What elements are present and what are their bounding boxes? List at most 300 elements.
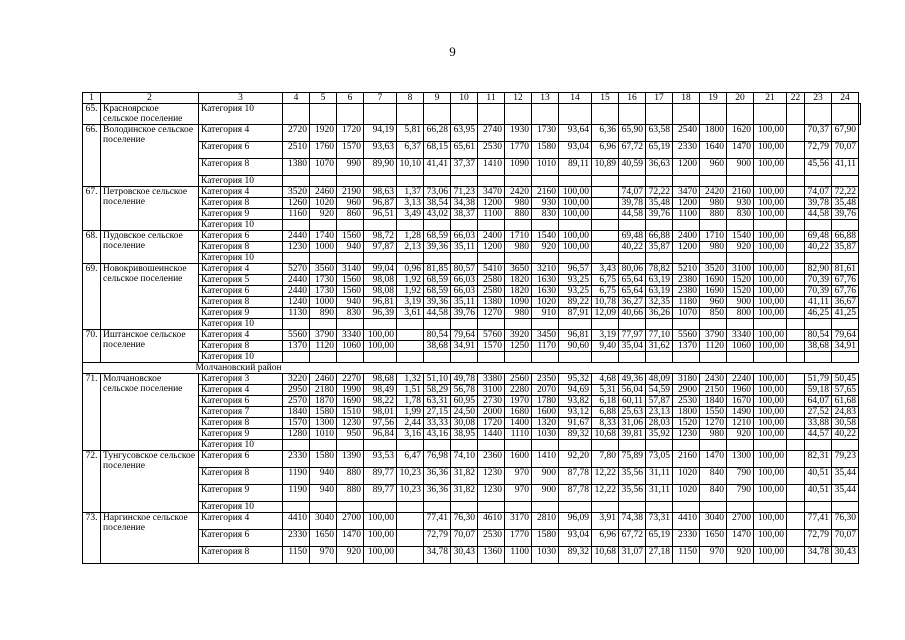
value-cell: 63,95 — [451, 125, 478, 142]
value-cell: 60,95 — [451, 396, 478, 407]
value-cell: 860 — [337, 209, 364, 220]
category-cell: Категория 10 — [199, 502, 283, 513]
value-cell: 2720 — [283, 125, 310, 142]
value-cell: 65,64 — [619, 286, 646, 297]
value-cell: 1000 — [310, 297, 337, 308]
value-cell: 12,09 — [592, 308, 619, 319]
value-cell: 39,76 — [646, 209, 673, 220]
value-cell: 1740 — [310, 231, 337, 242]
value-cell: 51,79 — [805, 374, 832, 385]
value-cell — [754, 104, 787, 125]
value-cell: 12,22 — [592, 468, 619, 485]
value-cell: 5210 — [673, 264, 700, 275]
value-cell: 1930 — [505, 125, 532, 142]
value-cell: 900 — [532, 468, 559, 485]
value-cell: 5560 — [283, 330, 310, 341]
value-cell: 3470 — [478, 187, 505, 198]
value-cell: 1100 — [478, 209, 505, 220]
value-cell: 940 — [337, 297, 364, 308]
value-cell — [787, 547, 805, 564]
value-cell — [592, 231, 619, 242]
value-cell: 36,36 — [424, 485, 451, 502]
value-cell: 10,68 — [592, 429, 619, 440]
value-cell: 100,00 — [754, 198, 787, 209]
value-cell: 980 — [700, 242, 727, 253]
value-cell — [646, 176, 673, 187]
value-cell: 2190 — [337, 187, 364, 198]
value-cell: 3,16 — [397, 429, 424, 440]
value-cell: 4,68 — [592, 374, 619, 385]
value-cell: 2580 — [478, 275, 505, 286]
value-cell — [397, 104, 424, 125]
value-cell: 2240 — [727, 374, 754, 385]
value-cell: 73,05 — [646, 451, 673, 468]
column-header: 22 — [787, 93, 805, 104]
district-spacer — [83, 363, 101, 374]
value-cell: 950 — [337, 429, 364, 440]
category-cell: Категория 8 — [199, 242, 283, 253]
value-cell: 31,06 — [619, 418, 646, 429]
value-cell: 2070 — [532, 385, 559, 396]
value-cell: 1250 — [505, 341, 532, 352]
value-cell — [787, 374, 805, 385]
value-cell: 64,07 — [805, 396, 832, 407]
value-cell: 980 — [700, 429, 727, 440]
value-cell — [619, 352, 646, 363]
value-cell — [646, 104, 673, 125]
value-cell: 37,37 — [451, 159, 478, 176]
value-cell: 10,23 — [397, 468, 424, 485]
value-cell: 69,48 — [619, 231, 646, 242]
value-cell — [478, 352, 505, 363]
value-cell: 1410 — [478, 159, 505, 176]
value-cell: 940 — [337, 242, 364, 253]
value-cell: 100,00 — [364, 513, 397, 530]
column-header: 10 — [451, 93, 478, 104]
value-cell: 1360 — [478, 547, 505, 564]
value-cell — [505, 440, 532, 451]
value-cell — [787, 330, 805, 341]
district-row — [83, 363, 861, 374]
value-cell: 3,91 — [592, 513, 619, 530]
value-cell: 1180 — [673, 297, 700, 308]
value-cell — [787, 264, 805, 275]
table-row — [83, 209, 861, 220]
value-cell — [337, 176, 364, 187]
value-cell — [787, 308, 805, 319]
category-cell: Категория 6 — [199, 142, 283, 159]
column-header: 16 — [619, 93, 646, 104]
value-cell: 96,81 — [559, 330, 592, 341]
value-cell: 980 — [505, 198, 532, 209]
value-cell — [283, 253, 310, 264]
value-cell: 3520 — [700, 264, 727, 275]
value-cell — [397, 253, 424, 264]
value-cell: 89,32 — [559, 547, 592, 564]
row-number: 68. — [83, 231, 101, 264]
column-header: 23 — [805, 93, 832, 104]
value-cell: 1060 — [337, 341, 364, 352]
value-cell: 74,07 — [805, 187, 832, 198]
value-cell: 30,58 — [832, 418, 859, 429]
table-row — [83, 319, 861, 330]
value-cell — [310, 319, 337, 330]
value-cell — [727, 502, 754, 513]
value-cell: 1270 — [478, 308, 505, 319]
value-cell: 800 — [727, 308, 754, 319]
value-cell: 74,38 — [619, 513, 646, 530]
table-row — [83, 198, 861, 209]
value-cell: 93,04 — [559, 142, 592, 159]
value-cell — [727, 220, 754, 231]
value-cell: 940 — [310, 468, 337, 485]
value-cell: 880 — [337, 485, 364, 502]
value-cell: 880 — [700, 209, 727, 220]
value-cell: 98,68 — [364, 374, 397, 385]
value-cell — [700, 319, 727, 330]
settlement-name: Тунгусовское сельское поселение — [101, 451, 199, 513]
value-cell: 31,11 — [646, 485, 673, 502]
value-cell — [727, 176, 754, 187]
value-cell: 66,28 — [424, 125, 451, 142]
value-cell: 1490 — [727, 407, 754, 418]
value-cell: 77,97 — [619, 330, 646, 341]
value-cell: 1540 — [532, 231, 559, 242]
value-cell: 2810 — [532, 513, 559, 530]
value-cell: 100,00 — [559, 187, 592, 198]
value-cell: 63,19 — [646, 275, 673, 286]
value-cell: 2,13 — [397, 242, 424, 253]
value-cell — [283, 319, 310, 330]
value-cell: 72,79 — [424, 530, 451, 547]
value-cell: 93,82 — [559, 396, 592, 407]
value-cell: 3,13 — [397, 198, 424, 209]
value-cell: 35,11 — [451, 297, 478, 308]
category-cell: Категория 5 — [199, 275, 283, 286]
value-cell — [397, 341, 424, 352]
value-cell: 40,22 — [832, 429, 859, 440]
value-cell: 1520 — [727, 286, 754, 297]
value-cell: 1720 — [478, 418, 505, 429]
value-cell — [424, 352, 451, 363]
value-cell: 1230 — [673, 429, 700, 440]
value-cell — [310, 352, 337, 363]
value-cell: 3,43 — [592, 264, 619, 275]
value-cell: 100,00 — [754, 264, 787, 275]
column-header: 17 — [646, 93, 673, 104]
value-cell: 89,77 — [364, 485, 397, 502]
value-cell: 930 — [727, 198, 754, 209]
value-cell: 3100 — [478, 385, 505, 396]
value-cell: 1770 — [505, 530, 532, 547]
value-cell: 44,58 — [424, 308, 451, 319]
value-cell: 1,51 — [397, 385, 424, 396]
value-cell: 5270 — [283, 264, 310, 275]
value-cell: 1020 — [532, 297, 559, 308]
value-cell: 89,11 — [559, 159, 592, 176]
value-cell — [478, 176, 505, 187]
value-cell: 1770 — [505, 142, 532, 159]
value-cell: 76,30 — [832, 513, 859, 530]
value-cell — [364, 220, 397, 231]
value-cell: 1650 — [310, 530, 337, 547]
value-cell: 1,92 — [397, 275, 424, 286]
value-cell: 100,00 — [754, 275, 787, 286]
value-cell: 77,10 — [646, 330, 673, 341]
value-cell: 77,41 — [805, 513, 832, 530]
value-cell: 60,11 — [619, 396, 646, 407]
category-cell: Категория 4 — [199, 125, 283, 142]
value-cell: 3040 — [310, 513, 337, 530]
value-cell: 49,78 — [451, 374, 478, 385]
value-cell — [787, 418, 805, 429]
value-cell: 46,25 — [805, 308, 832, 319]
value-cell: 100,00 — [754, 547, 787, 564]
value-cell — [397, 530, 424, 547]
value-cell — [787, 253, 805, 264]
value-cell — [451, 319, 478, 330]
value-cell: 2950 — [283, 385, 310, 396]
column-header: 4 — [283, 93, 310, 104]
value-cell: 23,13 — [646, 407, 673, 418]
value-cell: 8,33 — [592, 418, 619, 429]
column-header: 20 — [727, 93, 754, 104]
value-cell: 1800 — [673, 407, 700, 418]
value-cell: 100,00 — [754, 142, 787, 159]
value-cell: 97,56 — [364, 418, 397, 429]
value-cell: 96,84 — [364, 429, 397, 440]
value-cell: 54,59 — [646, 385, 673, 396]
value-cell — [478, 319, 505, 330]
value-cell — [859, 104, 861, 125]
value-cell: 70,07 — [451, 530, 478, 547]
value-cell — [754, 319, 787, 330]
value-cell: 1670 — [727, 396, 754, 407]
value-cell: 980 — [505, 242, 532, 253]
value-cell: 66,88 — [646, 231, 673, 242]
category-cell: Категория 10 — [199, 352, 283, 363]
value-cell: 81,85 — [424, 264, 451, 275]
value-cell — [310, 440, 337, 451]
value-cell: 89,90 — [364, 159, 397, 176]
value-cell: 1170 — [532, 341, 559, 352]
table-row — [83, 502, 861, 513]
value-cell: 70,37 — [805, 125, 832, 142]
value-cell — [805, 104, 832, 125]
value-cell: 3,49 — [397, 209, 424, 220]
value-cell: 67,76 — [832, 286, 859, 297]
value-cell — [532, 104, 559, 125]
value-cell: 63,19 — [646, 286, 673, 297]
value-cell: 25,63 — [619, 407, 646, 418]
value-cell: 100,00 — [754, 468, 787, 485]
value-cell: 40,59 — [619, 159, 646, 176]
value-cell: 2530 — [478, 142, 505, 159]
value-cell: 1570 — [478, 341, 505, 352]
value-cell: 96,09 — [559, 513, 592, 530]
value-cell: 5760 — [478, 330, 505, 341]
table-row — [83, 264, 861, 275]
category-cell: Категория 6 — [199, 231, 283, 242]
value-cell: 2440 — [283, 286, 310, 297]
value-cell: 3100 — [727, 264, 754, 275]
category-cell: Категория 10 — [199, 176, 283, 187]
value-cell: 35,56 — [619, 485, 646, 502]
value-cell — [700, 352, 727, 363]
value-cell: 30,08 — [451, 418, 478, 429]
row-number: 71. — [83, 374, 101, 451]
settlement-name: Молчановское сельское поселение — [101, 374, 199, 451]
value-cell: 2530 — [478, 530, 505, 547]
value-cell: 2420 — [505, 187, 532, 198]
value-cell — [832, 104, 859, 125]
value-cell: 58,29 — [424, 385, 451, 396]
value-cell: 31,62 — [646, 341, 673, 352]
value-cell: 840 — [700, 485, 727, 502]
value-cell — [532, 502, 559, 513]
value-cell: 93,53 — [364, 451, 397, 468]
value-cell: 35,04 — [619, 341, 646, 352]
value-cell — [397, 220, 424, 231]
value-cell: 880 — [337, 468, 364, 485]
value-cell: 1070 — [310, 159, 337, 176]
value-cell — [559, 253, 592, 264]
value-cell — [397, 502, 424, 513]
value-cell — [424, 104, 451, 125]
value-cell: 6,75 — [592, 275, 619, 286]
value-cell: 1580 — [310, 451, 337, 468]
value-cell: 2330 — [673, 530, 700, 547]
value-cell: 66,03 — [451, 286, 478, 297]
column-header: 1 — [83, 93, 101, 104]
value-cell: 1,37 — [397, 187, 424, 198]
value-cell — [364, 352, 397, 363]
value-cell: 1620 — [727, 125, 754, 142]
value-cell: 69,48 — [805, 231, 832, 242]
value-cell — [364, 440, 397, 451]
value-cell — [727, 352, 754, 363]
value-cell — [787, 530, 805, 547]
value-cell: 100,00 — [559, 242, 592, 253]
value-cell: 34,91 — [451, 341, 478, 352]
value-cell: 920 — [727, 429, 754, 440]
table-row — [83, 341, 861, 352]
value-cell: 1070 — [673, 308, 700, 319]
value-cell: 80,54 — [805, 330, 832, 341]
value-cell: 1400 — [505, 418, 532, 429]
value-cell: 1230 — [478, 485, 505, 502]
value-cell: 1560 — [337, 275, 364, 286]
value-cell: 100,00 — [364, 530, 397, 547]
value-cell: 1630 — [532, 286, 559, 297]
value-cell: 66,88 — [832, 231, 859, 242]
value-cell: 1390 — [337, 451, 364, 468]
value-cell: 40,51 — [805, 468, 832, 485]
value-cell: 1560 — [337, 286, 364, 297]
value-cell — [787, 275, 805, 286]
value-cell: 76,98 — [424, 451, 451, 468]
value-cell: 66,03 — [451, 231, 478, 242]
value-cell — [727, 253, 754, 264]
value-cell — [424, 440, 451, 451]
value-cell — [283, 104, 310, 125]
value-cell — [478, 104, 505, 125]
table-row — [83, 297, 861, 308]
category-cell: Категория 8 — [199, 418, 283, 429]
value-cell: 98,22 — [364, 396, 397, 407]
value-cell: 5410 — [478, 264, 505, 275]
value-cell: 4410 — [673, 513, 700, 530]
value-cell: 65,90 — [619, 125, 646, 142]
settlement-name: Красноярское сельское поселение — [101, 104, 199, 125]
value-cell: 100,00 — [559, 231, 592, 242]
value-cell: 43,16 — [424, 429, 451, 440]
value-cell: 3380 — [478, 374, 505, 385]
value-cell — [787, 468, 805, 485]
value-cell: 1470 — [727, 530, 754, 547]
settlement-name: Володинское сельское поселение — [101, 125, 199, 187]
value-cell: 45,56 — [805, 159, 832, 176]
value-cell — [592, 176, 619, 187]
value-cell — [310, 253, 337, 264]
table-row — [83, 220, 861, 231]
value-cell — [397, 330, 424, 341]
value-cell — [673, 440, 700, 451]
value-cell: 1150 — [283, 547, 310, 564]
value-cell — [787, 352, 805, 363]
value-cell: 1710 — [505, 231, 532, 242]
value-cell — [832, 253, 859, 264]
value-cell — [505, 319, 532, 330]
value-cell — [673, 319, 700, 330]
value-cell: 67,76 — [832, 275, 859, 286]
value-cell: 87,78 — [559, 468, 592, 485]
value-cell — [283, 440, 310, 451]
value-cell — [592, 104, 619, 125]
value-cell: 3040 — [700, 513, 727, 530]
column-header: 8 — [397, 93, 424, 104]
value-cell: 1730 — [532, 125, 559, 142]
column-header: 2 — [101, 93, 199, 104]
value-cell — [505, 104, 532, 125]
value-cell — [832, 502, 859, 513]
value-cell: 100,00 — [754, 341, 787, 352]
value-cell: 35,11 — [451, 242, 478, 253]
value-cell: 1,92 — [397, 286, 424, 297]
value-cell — [451, 502, 478, 513]
value-cell: 2700 — [337, 513, 364, 530]
column-header: 18 — [673, 93, 700, 104]
value-cell: 77,41 — [424, 513, 451, 530]
value-cell: 2380 — [673, 286, 700, 297]
category-cell: Категория 9 — [199, 485, 283, 502]
value-cell: 1680 — [505, 407, 532, 418]
value-cell — [559, 352, 592, 363]
value-cell — [532, 176, 559, 187]
value-cell — [310, 104, 337, 125]
table-row — [83, 513, 861, 530]
table-row — [83, 286, 861, 297]
value-cell: 6,47 — [397, 451, 424, 468]
value-cell — [727, 104, 754, 125]
value-cell: 70,39 — [805, 286, 832, 297]
value-cell — [337, 104, 364, 125]
value-cell: 830 — [727, 209, 754, 220]
row-number: 72. — [83, 451, 101, 513]
value-cell: 1870 — [310, 396, 337, 407]
value-cell: 6,96 — [592, 530, 619, 547]
value-cell: 56,04 — [619, 385, 646, 396]
